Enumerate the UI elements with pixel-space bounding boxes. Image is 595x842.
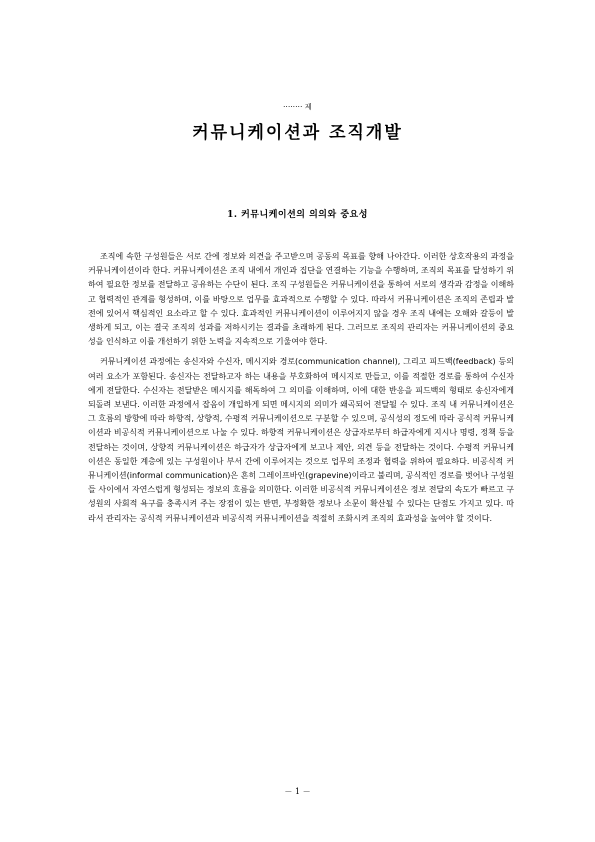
page-number: － 1 － <box>284 787 311 796</box>
chapter-kicker: ········ 제 <box>283 103 312 111</box>
body-text <box>88 250 514 526</box>
section-heading: 1. 커뮤니케이션의 의의와 중요성 <box>227 210 368 220</box>
paragraph: 커뮤니케이션 과정에는 송신자와 수신자, 메시지와 경로(communication channel), 그리고 피드백(feedback) 등의 여러 요소가 포함된다. 송신자는 전달하고자 하는 내용을 부호화하여 메시지로 만들고, 이를 적절한 경로를 통하여 수신자에게 전달한다. 수신자는 전달받은 메시지를 해독하여 그 의미를 이해하며, 이에 대한 반응을 피드백의 형태로 송신자에게 되돌려 보낸다. 이러한 과정에서 잡음이 개입하게 되면 메시지의 의미가 왜곡되어 전달될 수 있다. 조직 내 커뮤니케이션은 그 흐름의 방향에 따라 하향적, 상향적, 수평적 커뮤니케이션으로 구분할 수 있으며, 공식성의 정도에 따라 공식적 커뮤니케이션과 비공식적 커뮤니케이션으로 나눌 수 있다. 하향적 커뮤니케이션은 상급자로부터 하급자에게 지시나 명령, 정책 등을 전달하는 것이며, 상향적 커뮤니케이션은 하급자가 상급자에게 보고나 제안, 의견 등을 전달하는 것이다. 수평적 커뮤니케이션은 동일한 계층에 있는 구성원이나 부서 간에 이루어지는 것으로 업무의 조정과 협력을 위하여 필요하다. 비공식적 커뮤니케이션(informal communication)은 흔히 그레이프바인(grapevine)이라고 불리며, 공식적인 경로를 벗어나 구성원들 사이에서 자연스럽게 형성되는 정보의 흐름을 의미한다. 이러한 비공식적 커뮤니케이션은 정보 전달의 속도가 빠르고 구성원의 사회적 욕구를 충족시켜 주는 장점이 있는 반면, 부정확한 정보나 소문이 확산될 수 있다는 단점도 가지고 있다. 따라서 관리자는 공식적 커뮤니케이션과 비공식적 커뮤니케이션을 적절히 조화시켜 조직의 효과성을 높여야 할 것이다. <box>88 357 514 523</box>
paragraph: 조직에 속한 구성원들은 서로 간에 정보와 의견을 주고받으며 공동의 목표를 향해 나아간다. 이러한 상호작용의 과정을 커뮤니케이션이라 한다. 커뮤니케이션은 조직 내에서 개인과 집단을 연결하는 기능을 수행하며, 조직의 목표를 달성하기 위하여 필요한 정보를 전달하고 공유하는 수단이 된다. 조직 구성원들은 커뮤니케이션을 통하여 서로의 생각과 감정을 이해하고 협력적인 관계를 형성하며, 이를 바탕으로 업무를 효과적으로 수행할 수 있다. 따라서 커뮤니케이션은 조직의 존립과 발전에 있어서 핵심적인 요소라고 할 수 있다. 효과적인 커뮤니케이션이 이루어지지 않을 경우 조직 내에는 오해와 갈등이 발생하게 되고, 이는 결국 조직의 성과를 저하시키는 결과를 초래하게 된다. 그러므로 조직의 관리자는 커뮤니케이션의 중요성을 인식하고 이를 개선하기 위한 노력을 지속적으로 기울여야 한다. <box>88 252 514 347</box>
chapter-title: 커뮤니케이션과 조직개발 <box>192 123 403 143</box>
